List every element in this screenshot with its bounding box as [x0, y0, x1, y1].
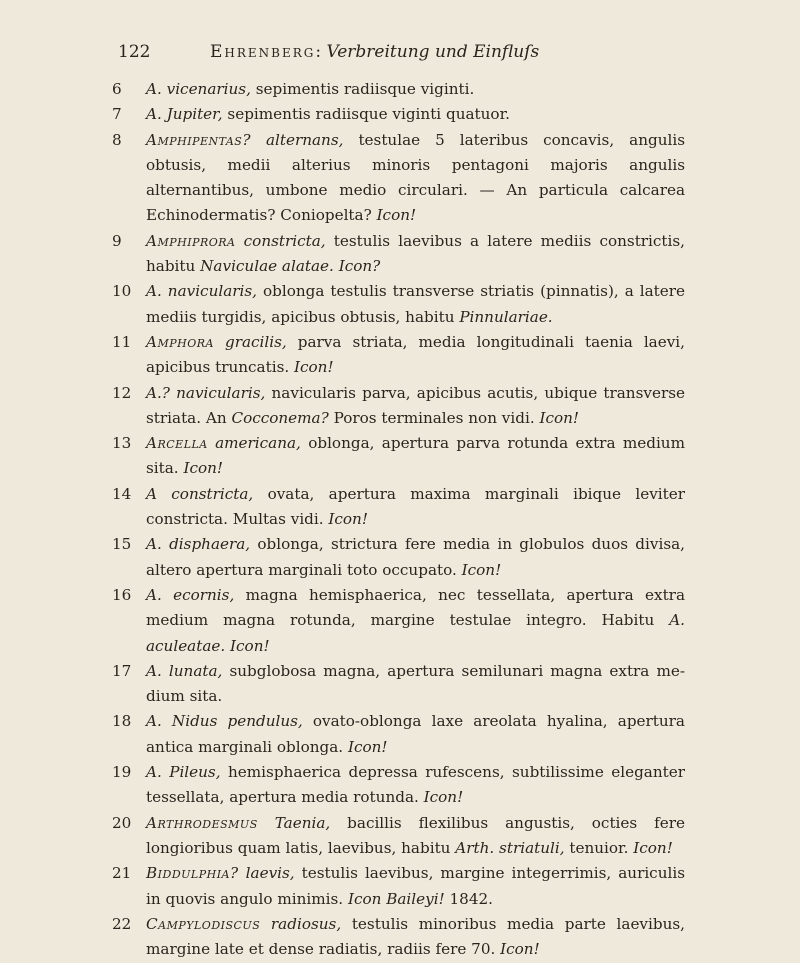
description-text: 1842. — [444, 889, 493, 908]
work-title: Verbreitung und Einfluſs — [326, 42, 540, 62]
species-entry — [112, 102, 685, 127]
species-list — [112, 77, 685, 962]
italic-text: constricta, — [235, 231, 326, 250]
genus-name: Campylodiscus — [146, 914, 261, 933]
italic-text: A. navicularis, — [146, 282, 257, 301]
description-text: testulis laevibus a latere mediis constrictis, habitu — [146, 231, 685, 276]
italic-text: Icon! — [183, 459, 224, 478]
header-separator: : — [315, 42, 327, 62]
italic-text: Icon! — [539, 408, 580, 427]
italic-text: Cocconema? — [231, 408, 329, 427]
genus-name: Amphiprora — [146, 231, 236, 250]
italic-text: Icon! — [328, 510, 368, 529]
entry-number: 19 — [112, 763, 132, 782]
species-entry — [112, 532, 685, 583]
species-entry — [112, 77, 685, 102]
italic-text: A constricta, — [146, 484, 254, 503]
species-entry — [112, 330, 685, 381]
italic-text: Icon! — [423, 788, 464, 807]
species-entry — [112, 583, 685, 659]
entry-number: 14 — [112, 484, 132, 503]
description-text: testulis laevibus, margine integerrimis, auriculis in quovis angulo minimis. — [146, 864, 685, 908]
species-entry — [112, 279, 685, 330]
genus-name: Arcella — [146, 434, 208, 453]
description-text: Poros terminales non vidi. — [328, 408, 540, 427]
italic-text: A. aculeatae. Icon! — [146, 611, 685, 655]
species-entry — [112, 760, 685, 811]
species-entry — [112, 482, 685, 533]
author-name: Ehrenberg — [210, 42, 316, 62]
italic-text: Icon! — [294, 358, 334, 377]
italic-text: Taenia, — [257, 813, 331, 832]
italic-text: Icon! — [347, 737, 388, 756]
description-text: oblonga testulis transverse striatis (pinnatis), a latere mediis turgidis, apicibus obtusis, habitu — [146, 282, 685, 326]
description-text: ovata, apertura maxima marginali ibique leviter constricta. Multas vidi. — [146, 484, 686, 529]
species-entry — [112, 659, 685, 710]
genus-name: Amphora — [146, 332, 214, 351]
description-text: sepimentis radiisque viginti. — [250, 80, 475, 98]
italic-text: A.? navicularis, — [146, 383, 266, 402]
species-entry — [112, 229, 685, 280]
entry-number: 20 — [112, 813, 132, 832]
italic-text: A. Pileus, — [146, 763, 221, 782]
entry-number: 18 — [112, 712, 132, 731]
description-text: oblonga, strictura fere media in globulos duos divisa, altero apertura marginali toto occupato. — [146, 535, 685, 579]
species-entry — [112, 431, 685, 482]
description-text: testulis minoribus media parte laevibus, margine late et dense radiatis, radiis fere 70. — [146, 914, 685, 959]
species-entry — [112, 861, 685, 912]
entry-number: 21 — [112, 864, 132, 883]
genus-name: Biddulphia? — [146, 864, 239, 883]
italic-text: gracilis, — [213, 332, 287, 351]
description-text: hemisphaerica depressa rufescens, subtilissime eleganter tessellata, apertura media rotunda. — [146, 763, 685, 807]
italic-text: A. disphaera, — [146, 535, 251, 554]
entry-number: 10 — [112, 282, 132, 301]
description-text: ovato-oblonga laxe areolata hyalina, apertura antica marginali oblonga. — [146, 712, 685, 756]
description-text: parva striata, media longitudinali taenia laevi, apicibus truncatis. — [146, 332, 685, 377]
description-text: navicularis parva, apicibus acutis, ubique transverse striata. An — [146, 383, 685, 427]
entry-number: 17 — [112, 661, 132, 680]
entry-number: 16 — [112, 585, 132, 604]
entry-number: 6 — [112, 80, 122, 98]
italic-text: Naviculae alatae. Icon? — [200, 257, 381, 276]
italic-text: A. Jupiter, — [146, 105, 223, 124]
species-entry — [112, 811, 685, 862]
description-text: magna hemisphaerica, nec tessellata, apertura extra medium magna rotunda, margine testulae integro. Habitu — [146, 585, 686, 630]
entry-number: 13 — [112, 434, 132, 453]
italic-text: radiosus, — [260, 914, 342, 933]
description-text: subglobosa magna, apertura semilunari magna extra medium sita. — [146, 661, 685, 706]
italic-text: alternans, — [250, 130, 344, 149]
italic-text: A. Nidus pendulus, — [146, 712, 303, 731]
genus-name: Amphipentas? — [146, 130, 251, 149]
entry-number: 22 — [112, 914, 132, 933]
genus-name: Arthrodesmus — [146, 813, 258, 832]
italic-text: americana, — [207, 434, 301, 453]
description-text: sepimentis radiisque viginti quatuor. — [222, 105, 510, 124]
italic-text: Arth. striatuli, — [455, 838, 565, 857]
italic-text: A. vicenarius, — [146, 80, 251, 98]
species-entry — [112, 912, 685, 963]
species-entry — [112, 709, 685, 760]
italic-text: A. ecornis, — [146, 585, 235, 604]
italic-text: Pinnulariae. — [459, 307, 553, 326]
description-text: bacillis flexilibus angustis, octies fere longioribus quam latis, laevibus, habitu — [146, 813, 685, 857]
description-text: tenuior. — [564, 838, 634, 857]
description-text: testulae 5 lateribus concavis, angulis obtusis, medii alterius minoris pentagoni majoris angulis alternantibus, umbone medio circulari. — An particula calcarea Echinodermatis? Coniopelta? — [146, 130, 685, 225]
description-text: oblonga, apertura parva rotunda extra medium sita. — [146, 434, 685, 478]
page-number: 122 — [118, 42, 151, 62]
italic-text: laevis, — [238, 864, 295, 883]
species-entry — [112, 381, 685, 432]
entry-number: 11 — [112, 332, 132, 351]
italic-text: Icon! — [376, 206, 417, 225]
entry-number: 15 — [112, 535, 132, 554]
entry-number: 12 — [112, 383, 132, 402]
italic-text: Icon! — [500, 940, 540, 959]
running-title — [210, 40, 539, 64]
species-entry — [112, 128, 685, 229]
italic-text: Icon! — [633, 838, 673, 857]
entry-number: 9 — [112, 231, 122, 250]
italic-text: Icon! — [461, 560, 502, 579]
entry-number: 7 — [112, 105, 122, 124]
italic-text: Icon Baileyi! — [347, 889, 445, 908]
italic-text: A. lunata, — [146, 661, 223, 680]
entry-number: 8 — [112, 130, 122, 149]
